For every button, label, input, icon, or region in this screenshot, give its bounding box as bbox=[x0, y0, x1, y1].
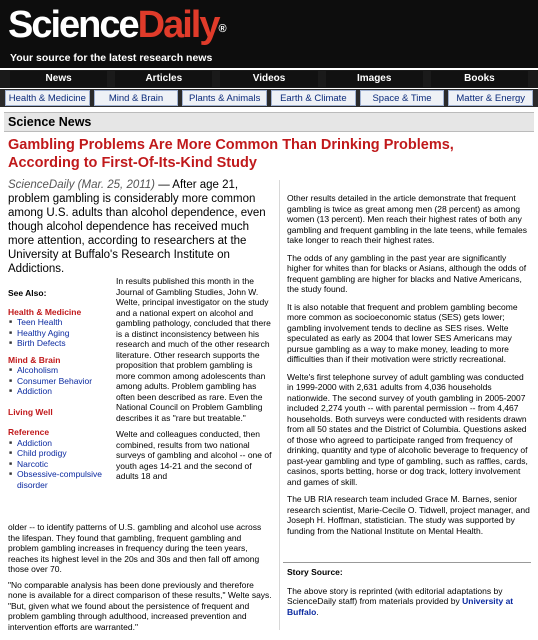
nav-articles[interactable]: Articles bbox=[115, 71, 212, 87]
body-paragraph: In results published this month in the Journal of Gambling Studies, John W. Welte, principal investigator on the study and a national expert on alcohol and gambling pathology, concluded that there is a distinct inconsistency between his research and much of the other research literature. Other research supports the proposition that problem gambling is more common among adolescents than among adults. Problem gambling has often been described as rare. Even the National Council on Problem Gambling describes it as "rare but treatable." bbox=[116, 276, 271, 423]
site-tagline: Your source for the latest research news bbox=[10, 52, 213, 64]
topic-space-time[interactable]: Space & Time bbox=[360, 90, 445, 106]
body-paragraph: Other results detailed in the article demonstrate that frequent gambling is twice as great among men (28 percent) as among women (13 percent). Men reach their highest rates of both any gambling and frequent gambling in the late teens, while females take longer to reach their highest rates. bbox=[287, 193, 528, 245]
story-source-text bbox=[287, 586, 527, 618]
article-body-inset bbox=[116, 276, 272, 488]
see-also-link[interactable]: ■ Addiction bbox=[8, 386, 110, 397]
nav-books[interactable]: Books bbox=[431, 71, 528, 87]
nav-videos[interactable]: Videos bbox=[220, 71, 317, 87]
story-source-box bbox=[283, 562, 531, 617]
topic-health-medicine[interactable]: Health & Medicine bbox=[5, 90, 90, 106]
see-also-link[interactable]: ■ Teen Health bbox=[8, 317, 110, 328]
see-also-link[interactable]: ■ Child prodigy bbox=[8, 448, 110, 459]
registered-mark: ® bbox=[218, 23, 227, 35]
section-bar bbox=[4, 112, 534, 132]
site-logo[interactable] bbox=[8, 2, 227, 48]
body-paragraph: Welte's first telephone survey of adult gambling was conducted in 1999-2000 with 2,631 adults from 4,036 households nationwide. The second survey of youth gambling in 2005-2007 included 2,274 youth -- with parental permission -- from 4,467 households. Both surveys were conducted with residents drawn from all 50 states and the District of Columbia. Questions asked of those who agreed to participate ranged from frequency of drinking, quantity and type of alcoholic beverage to frequency of past-year gambling and type of gambling, such as raffles, cards, casinos, sports betting, horse or dog track, lottery involvement and games of skill. bbox=[287, 371, 528, 487]
story-source-suffix: . bbox=[316, 606, 319, 617]
see-also-category[interactable]: Reference bbox=[8, 427, 50, 437]
topic-earth-climate[interactable]: Earth & Climate bbox=[271, 90, 356, 106]
see-also-link[interactable]: ■ Alcoholism bbox=[8, 365, 110, 376]
topic-plants-animals[interactable]: Plants & Animals bbox=[182, 90, 267, 106]
article-body-left bbox=[8, 522, 272, 637]
logo-science-text: Science bbox=[8, 4, 138, 46]
see-also-link[interactable]: ■ Birth Defects bbox=[8, 338, 110, 349]
logo-daily-text: Daily bbox=[137, 4, 219, 46]
body-paragraph: older -- to identify patterns of U.S. gambling and alcohol use across the lifespan. They found that gambling, frequent gambling and problem gambling increases in frequency during the teen years, reaches its highest level in the 20s and 30s and then fall off among those over 70. bbox=[8, 522, 262, 574]
see-also-category[interactable]: Mind & Brain bbox=[8, 354, 61, 365]
article-body-right bbox=[287, 193, 531, 543]
story-source-link[interactable]: University at Buffalo bbox=[287, 596, 514, 617]
nav-images[interactable]: Images bbox=[326, 71, 423, 87]
lede-text: — After age 21, problem gambling is considerably more common among U.S. adults than alcohol dependence, even though alcohol dependence has received much more attention, according to researchers at the University at Buffalo's Research Institute on Addictions. bbox=[8, 179, 266, 275]
article-lede bbox=[8, 178, 272, 276]
see-also-link[interactable]: ■ Consumer Behavior bbox=[8, 376, 110, 387]
body-paragraph: It is also notable that frequent and problem gambling become more common as socioeconomic status (SES) gets lower; gambling involvement tends to decline as SES rises. Welte speculated as early as 2004 that lower SES Americans may pursue gambling as a way to make money, leading to more difficulties than if their motivation were strictly recreational. bbox=[287, 301, 518, 364]
topic-mind-brain[interactable]: Mind & Brain bbox=[94, 90, 179, 106]
see-also-category[interactable]: Living Well bbox=[8, 406, 53, 417]
see-also-link[interactable]: ■ Narcotic bbox=[8, 459, 110, 470]
body-paragraph: "No comparable analysis has been done previously and therefore none is available for a direct comparison of these results," Welte says. "But, given what we found about the persistence of frequent and problem gambling through adulthood, increased prevention and intervention efforts are warranted." bbox=[8, 579, 272, 632]
primary-nav bbox=[0, 70, 538, 88]
see-also-link[interactable]: ■ Addiction bbox=[8, 438, 110, 449]
site-header bbox=[0, 0, 538, 68]
lede-paragraph bbox=[8, 178, 272, 276]
nav-news[interactable]: News bbox=[10, 71, 107, 87]
see-also-category[interactable]: Health & Medicine bbox=[8, 306, 82, 317]
article-source-date: ScienceDaily (Mar. 25, 2011) bbox=[8, 179, 156, 191]
body-paragraph: The odds of any gambling in the past year are significantly higher for whites than for blacks or Asians, although the odds of frequent gambling are higher for blacks and Native Americans, the study found. bbox=[287, 252, 527, 294]
column-divider bbox=[279, 180, 280, 630]
story-source-prefix: The above story is reprinted (with editorial adaptations by ScienceDaily staff) from materials provided by bbox=[287, 585, 503, 606]
see-also-heading: See Also: bbox=[8, 288, 47, 298]
body-paragraph: Welte and colleagues conducted, then combined, results from two national surveys of gambling and alcohol -- one of youth ages 14-21 and the second of adults 18 and bbox=[116, 429, 272, 481]
article-headline: Gambling Problems Are More Common Than Drinking Problems, According to First-Of-Its-Kind Study bbox=[8, 137, 454, 171]
see-also-link[interactable]: ■ Healthy Aging bbox=[8, 328, 110, 339]
story-source-heading: Story Source: bbox=[287, 567, 343, 577]
body-paragraph: The UB RIA research team included Grace M. Barnes, senior research scientist, Marie-Cecile O. Tidwell, project manager, and Joseph H. Hoffman, statistician. The study was supported by funding from the National Institute on Mental Health. bbox=[287, 494, 530, 536]
topic-matter-energy[interactable]: Matter & Energy bbox=[448, 90, 533, 106]
topic-nav bbox=[0, 89, 538, 107]
section-title: Science News bbox=[8, 115, 92, 129]
see-also-box bbox=[8, 288, 110, 490]
see-also-link[interactable]: ■ Obsessive-compulsive disorder bbox=[8, 469, 110, 490]
